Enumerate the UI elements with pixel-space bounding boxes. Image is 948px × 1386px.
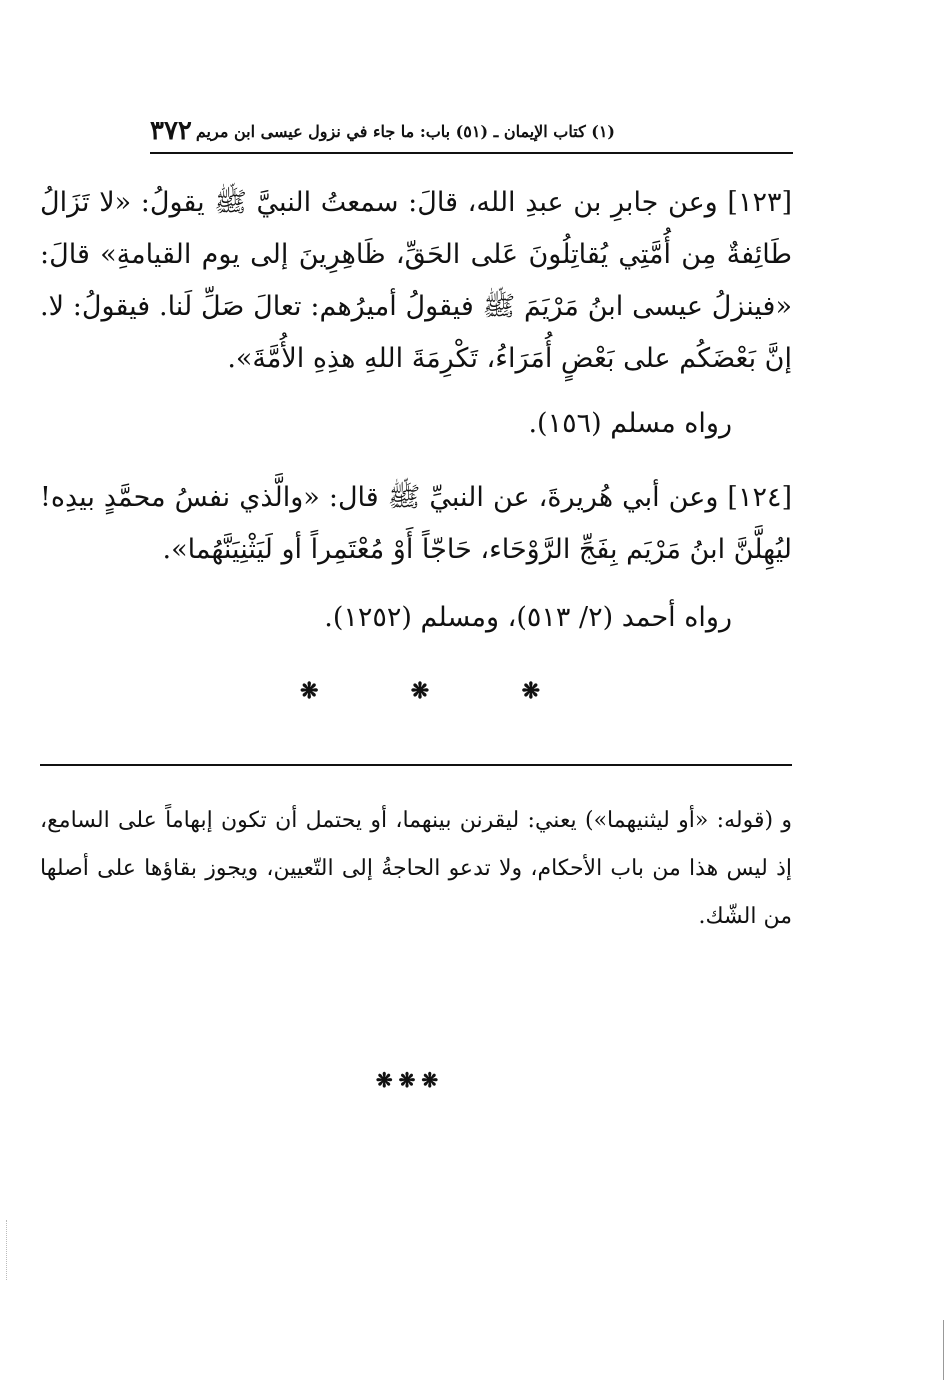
running-title: (١) كتاب الإيمان ـ (٥١) باب: ما جاء في نزول عيسى ابن مريم [195, 122, 615, 141]
hadith-124-source: رواه أحمد (٢/ ٥١٣)، ومسلم (١٢٥٢). [324, 602, 732, 633]
hadith-123-text: [١٢٣] وعن جابرِ بن عبدِ الله، قالَ: سمعتُ النبيَّ ﷺ يقولُ: «لا تَزَالُ طَائِفةٌ مِن أُمَّتِي يُقاتِلُونَ عَلى الحَقِّ، ظَاهِرِينَ إلى يوم القيامةِ» قالَ: «فينزلُ عيسى ابنُ مَرْيَمَ ﷺ فيقولُ أميرُهم: تعالَ صَلِّ لَنا. فيقولُ: لا. إنَّ بَعْضَكُم على بَعْضٍ أُمَرَاءُ، تَكْرِمَةَ اللهِ هذِهِ الأُمَّةَ». [40, 187, 792, 374]
footnote-text: و (قوله: «أو ليثنيهما») يعني: ليقرنن بينهما، أو يحتمل أن تكون إبهاماً على السامع، إذ ليس هذا من باب الأحكام، ولا تدعو الحاجةُ إلى التّعيين، ويجوز بقاؤها على أصلها من الشّك. [40, 808, 792, 929]
separator-star-icon: ❋ [410, 678, 430, 704]
section-separator [300, 678, 540, 708]
footnote-divider [40, 764, 792, 766]
end-marker: ❋❋❋ [375, 1068, 445, 1092]
hadith-123-source: رواه مسلم (١٥٦). [528, 408, 732, 439]
separator-star-icon: ❋ [521, 678, 540, 704]
page-number: ٣٧٢ [150, 116, 192, 146]
scan-margin-mark [6, 1220, 9, 1280]
separator-star-icon: ❋ [300, 678, 319, 704]
page-header [150, 108, 793, 154]
scan-edge-mark [943, 1320, 944, 1380]
hadith-124-text: [١٢٤] وعن أبي هُريرةَ، عن النبيِّ ﷺ قال: «والَّذي نفسُ محمَّدٍ بيدِه! ليُهِلَّنَّ ابنُ مَرْيَم بِفَجِّ الرَّوْحَاء، حَاجّاً أَوْ مُعْتَمِراً أو لَيَثْنِيَنَّهُما». [40, 482, 792, 565]
